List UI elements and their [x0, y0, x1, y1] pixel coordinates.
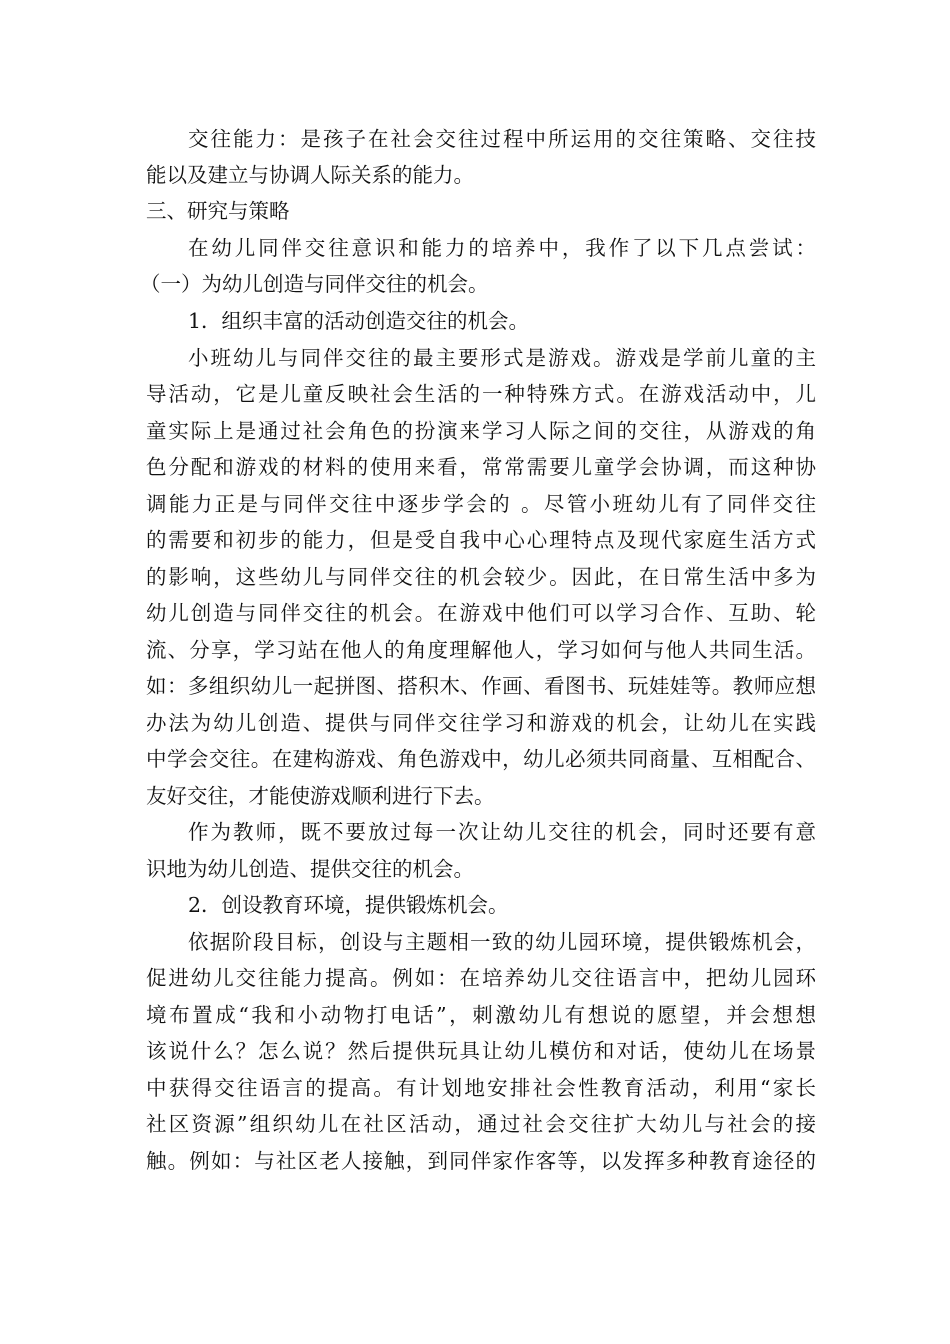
subsection-heading: （一）为幼儿创造与同伴交往的机会。 — [140, 272, 489, 296]
text-line: 友好交往，才能使游戏顺利进行下去。 — [146, 784, 495, 808]
text-line: 在幼儿同伴交往意识和能力的培养中，我作了以下几点尝试： — [188, 236, 816, 260]
text-line: 依据阶段目标，创设与主题相一致的幼儿园环境，提供锻炼机会， — [188, 930, 816, 954]
text-line: 境布置成“我和小动物打电话”，刺激幼儿有想说的愿望，并会想想 — [146, 1003, 816, 1027]
text-line: 如：多组织幼儿一起拼图、搭积木、作画、看图书、玩娃娃等。教师应想 — [146, 674, 816, 698]
item-heading: 2．创设教育环境，提供锻炼机会。 — [188, 893, 509, 917]
text-line: 触。例如：与社区老人接触，到同伴家作客等，以发挥多种教育途径的 — [146, 1149, 816, 1173]
text-line: 识地为幼儿创造、提供交往的机会。 — [146, 857, 474, 881]
text-line: 导活动，它是儿童反映社会生活的一种特殊方式。在游戏活动中，儿 — [146, 382, 816, 406]
text-line: 作为教师，既不要放过每一次让幼儿交往的机会，同时还要有意 — [188, 820, 816, 844]
text-line: 社区资源”组织幼儿在社区活动，通过社会交往扩大幼儿与社会的接 — [146, 1112, 816, 1136]
section-heading: 三、研究与策略 — [146, 199, 290, 223]
text-line: 的需要和初步的能力，但是受自我中心心理特点及现代家庭生活方式 — [146, 528, 816, 552]
text-line: 调能力正是与同伴交往中逐步学会的 。尽管小班幼儿有了同伴交往 — [146, 492, 816, 516]
text-line: 童实际上是通过社会角色的扮演来学习人际之间的交往，从游戏的角 — [146, 419, 816, 443]
text-line: 流、分享，学习站在他人的角度理解他人，学习如何与他人共同生活。 — [146, 638, 816, 662]
text-line: 的影响，这些幼儿与同伴交往的机会较少。因此，在日常生活中多为 — [146, 565, 816, 589]
text-line: 色分配和游戏的材料的使用来看，常常需要儿童学会协调，而这种协 — [146, 455, 816, 479]
text-line: 促进幼儿交往能力提高。例如：在培养幼儿交往语言中，把幼儿园环 — [146, 966, 816, 990]
item-heading: 1．组织丰富的活动创造交往的机会。 — [188, 309, 530, 333]
text-line: 办法为幼儿创造、提供与同伴交往学习和游戏的机会，让幼儿在实践 — [146, 711, 816, 735]
text-line: 中获得交往语言的提高。有计划地安排社会性教育活动，利用“家长 — [146, 1076, 816, 1100]
text-line: 幼儿创造与同伴交往的机会。在游戏中他们可以学习合作、互助、轮 — [146, 601, 816, 625]
text-line: 该说什么？怎么说？然后提供玩具让幼儿模仿和对话，使幼儿在场景 — [146, 1039, 816, 1063]
text-line: 交往能力：是孩子在社会交往过程中所运用的交往策略、交往技 — [188, 127, 816, 151]
text-line: 中学会交往。在建构游戏、角色游戏中，幼儿必须共同商量、互相配合、 — [146, 747, 816, 771]
text-line: 小班幼儿与同伴交往的最主要形式是游戏。游戏是学前儿童的主 — [188, 346, 816, 370]
text-line: 能以及建立与协调人际关系的能力。 — [146, 163, 474, 187]
